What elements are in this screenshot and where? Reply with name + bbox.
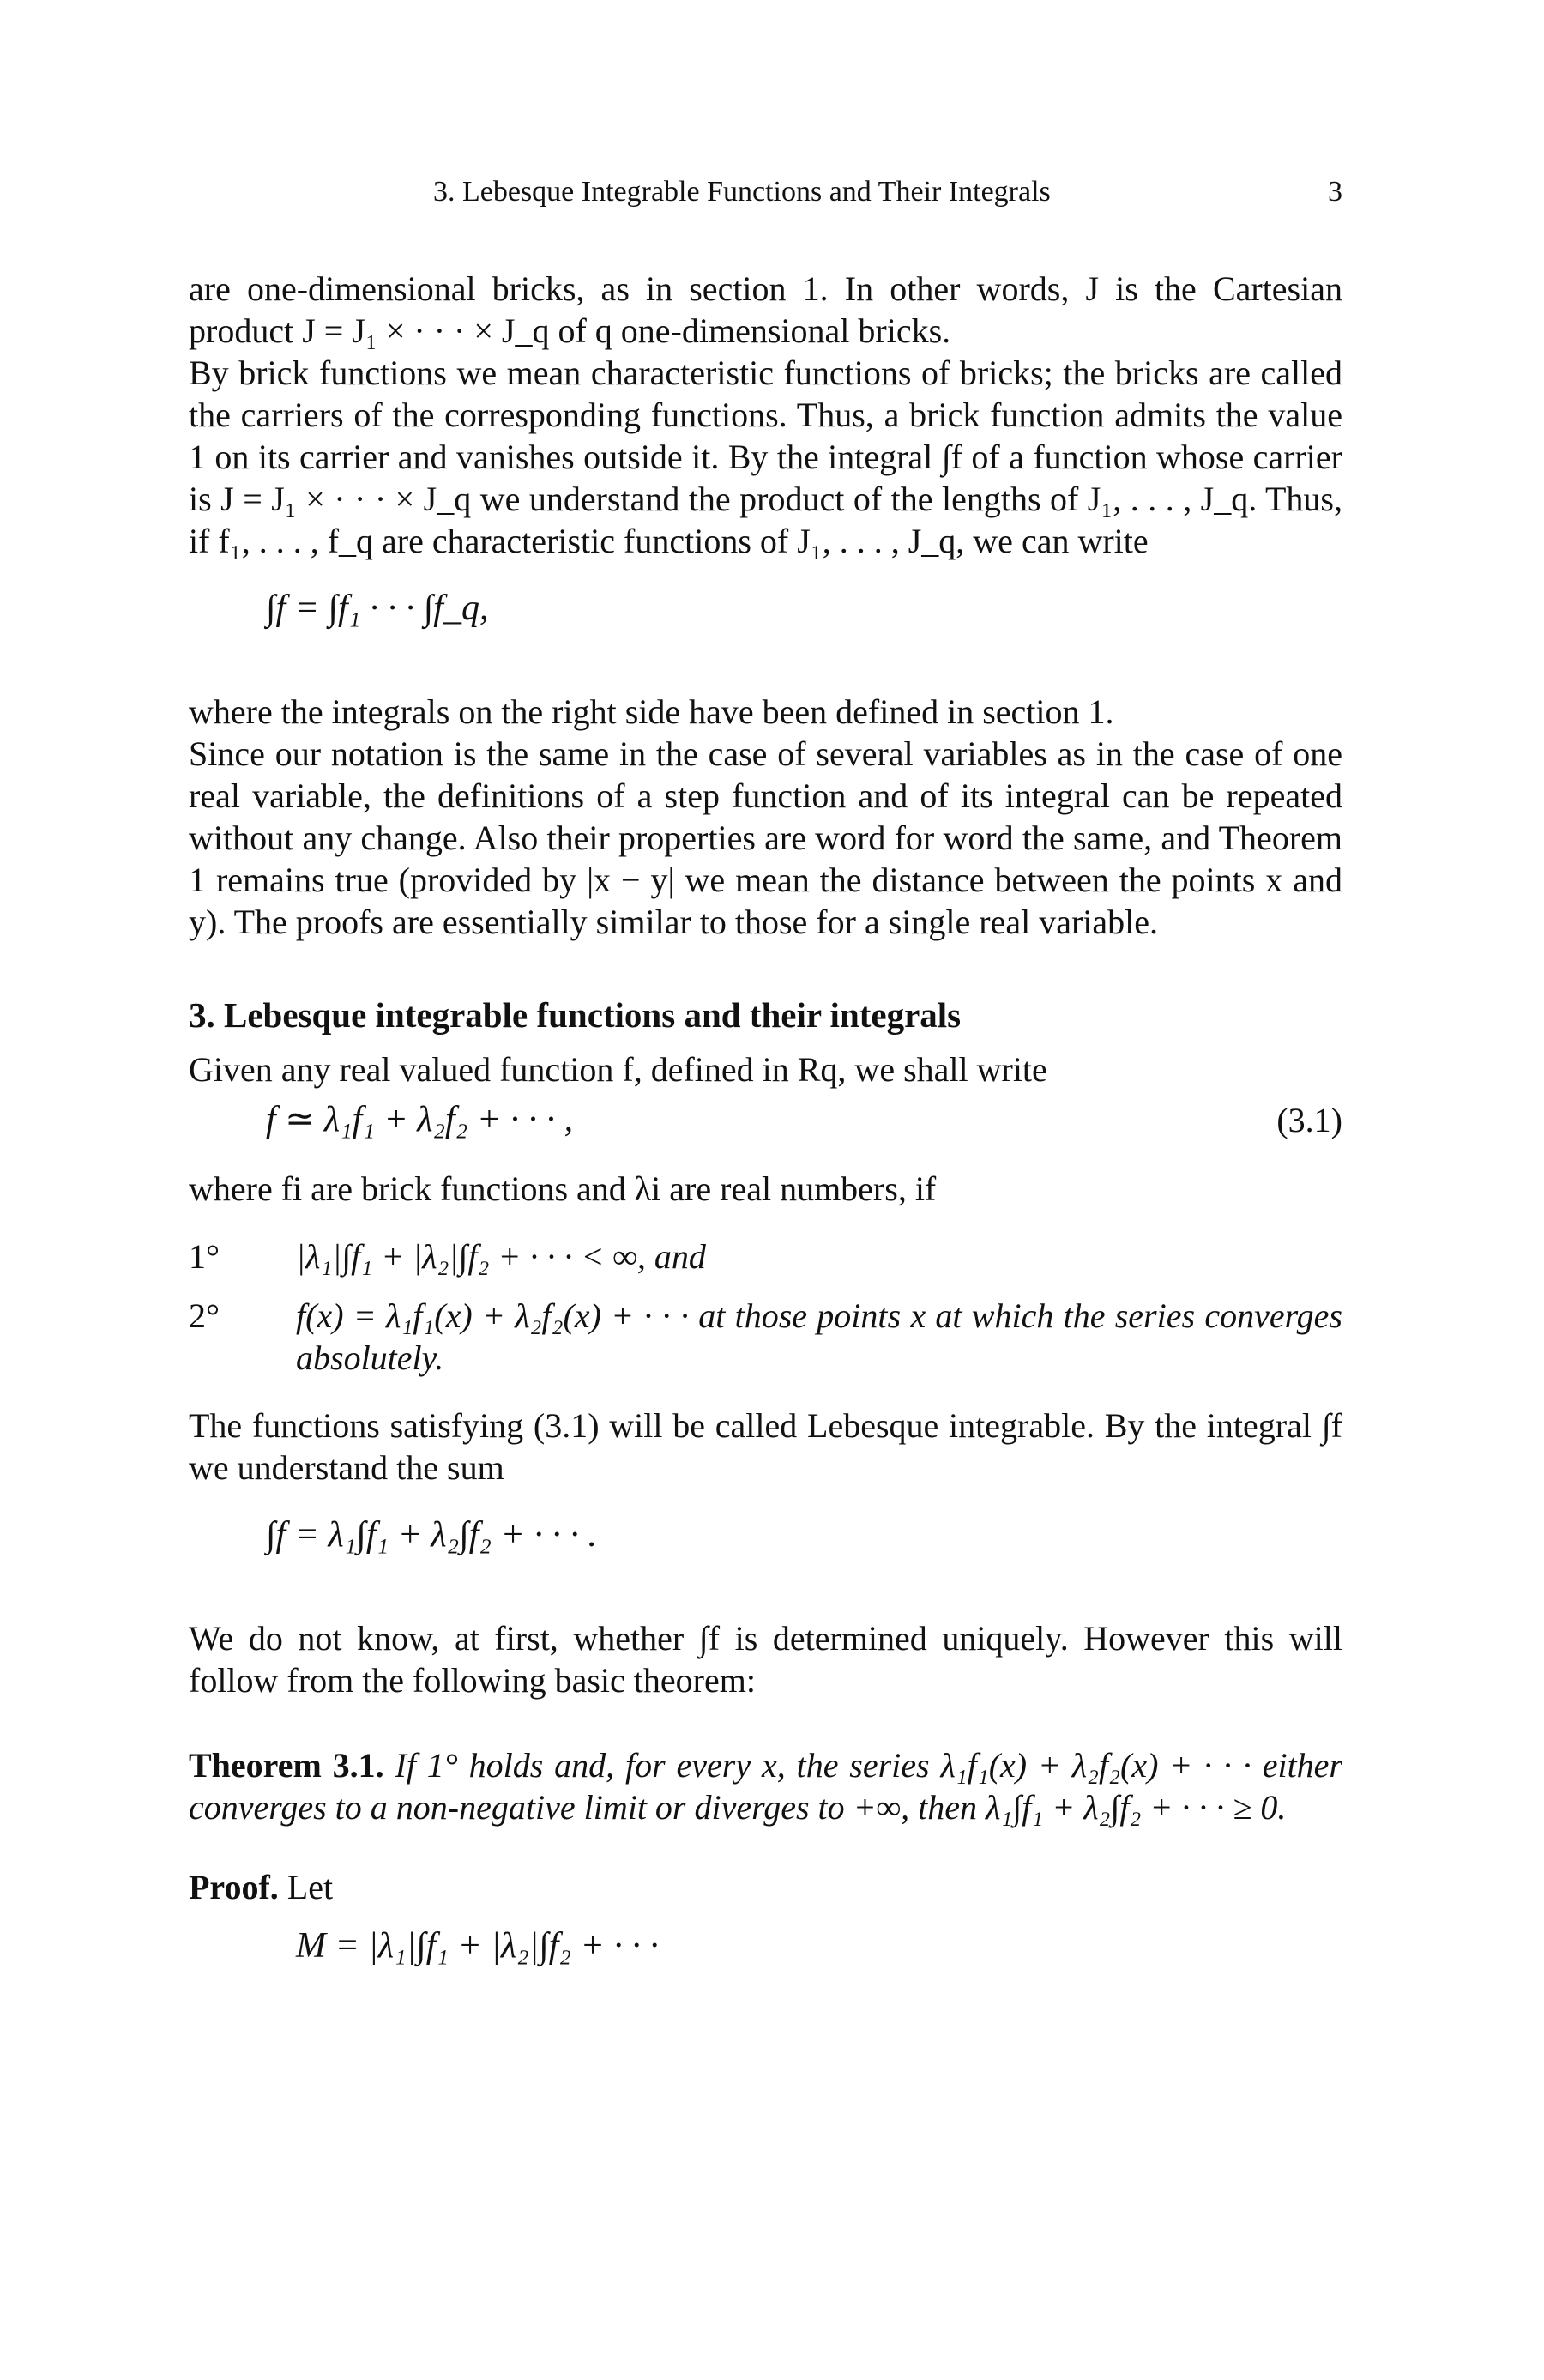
condition-text: f(x) = λ₁f₁(x) + λ₂f₂(x) + · · · at those points x at which the series converges absolutely. <box>296 1296 1342 1377</box>
page-number: 3 <box>1328 176 1342 208</box>
paragraph-integrals-defined: where the integrals on the right side have been defined in section 1. <box>189 692 1114 731</box>
equation-integral-sum <box>189 1489 1342 1617</box>
paragraph-where-brick: where fi are brick functions and λi are real numbers, if <box>189 1169 937 1208</box>
theorem-label: Theorem 3.1. <box>189 1746 384 1785</box>
equation-text: M = |λ₁|∫f₁ + |λ₂|∫f₂ + · · · <box>296 1926 659 1966</box>
equation-text: f ≃ λ₁f₁ + λ₂f₂ + · · · , <box>266 1100 574 1139</box>
proof <box>189 1866 1342 1908</box>
condition-label: 1° <box>189 1237 220 1276</box>
equation-product-integral <box>189 562 1342 691</box>
equation-text: ∫f = λ₁∫f₁ + λ₂∫f₂ + · · · . <box>266 1515 597 1555</box>
paragraph-lebesque-integrable: The functions satisfying (3.1) will be called Lebesque integrable. By the integral ∫f we understand the sum <box>189 1406 1342 1487</box>
condition-text: |λ₁|∫f₁ + |λ₂|∫f₂ + · · · < ∞, and <box>296 1237 706 1276</box>
proof-label: Proof. <box>189 1868 279 1906</box>
condition-1 <box>189 1235 1342 1278</box>
equation-number: (3.1) <box>1276 1101 1342 1139</box>
paragraph-notation: Since our notation is the same in the case of several variables as in the case of one real variable, the definitions of a step function and of its integral can be repeated without any change. Also their properties are word for word the same, and Theorem 1 remains true (provided by |x − y| we mean the distance between the points x and y). The proofs are essentially similar to those for a single real variable. <box>189 734 1342 941</box>
section-heading: 3. Lebesque integrable functions and their integrals <box>189 995 962 1035</box>
theorem-3-1 <box>189 1744 1342 1828</box>
proof-text: Let <box>286 1868 334 1906</box>
running-title: 3. Lebesque Integrable Functions and Their Integrals <box>433 176 1051 208</box>
paragraph-uniqueness: We do not know, at first, whether ∫f is determined uniquely. However this will follow from the following basic theorem: <box>189 1619 1342 1700</box>
equation-3-1 <box>189 1090 1342 1168</box>
page-body <box>189 268 1342 2002</box>
condition-2 <box>189 1295 1342 1379</box>
paragraph-given-function: Given any real valued function f, defined in Rq, we shall write <box>189 1050 1047 1089</box>
condition-label: 2° <box>189 1296 220 1335</box>
equation-text: ∫f = ∫f₁ · · · ∫f_q, <box>266 589 489 628</box>
paragraph-brick-functions: By brick functions we mean characteristic functions of bricks; the bricks are called the carriers of the corresponding functions. Thus, a brick function admits the value 1 on its carrier and vanishes outside it. By the integral ∫f of a function whose carrier is J = J₁ × · · · × J_q we understand the product of the lengths of J₁, . . . , J_q. Thus, if f₁, . . . , f_q are characteristic functions of J₁, . . . , J_q, we can write <box>189 353 1342 560</box>
theorem-text: If 1° holds and, for every x, the series λ₁f₁(x) + λ₂f₂(x) + · · · either converges to a non-negative limit or diverges to +∞, then λ₁∫f₁ + λ₂∫f₂ + · · · ≥ 0. <box>189 1746 1342 1827</box>
paragraph-bricks: are one-dimensional bricks, as in section 1. In other words, J is the Cartesian product J = J₁ × · · · × J_q of q one-dimensional bricks. <box>189 269 1342 350</box>
equation-M <box>189 1908 1342 2002</box>
